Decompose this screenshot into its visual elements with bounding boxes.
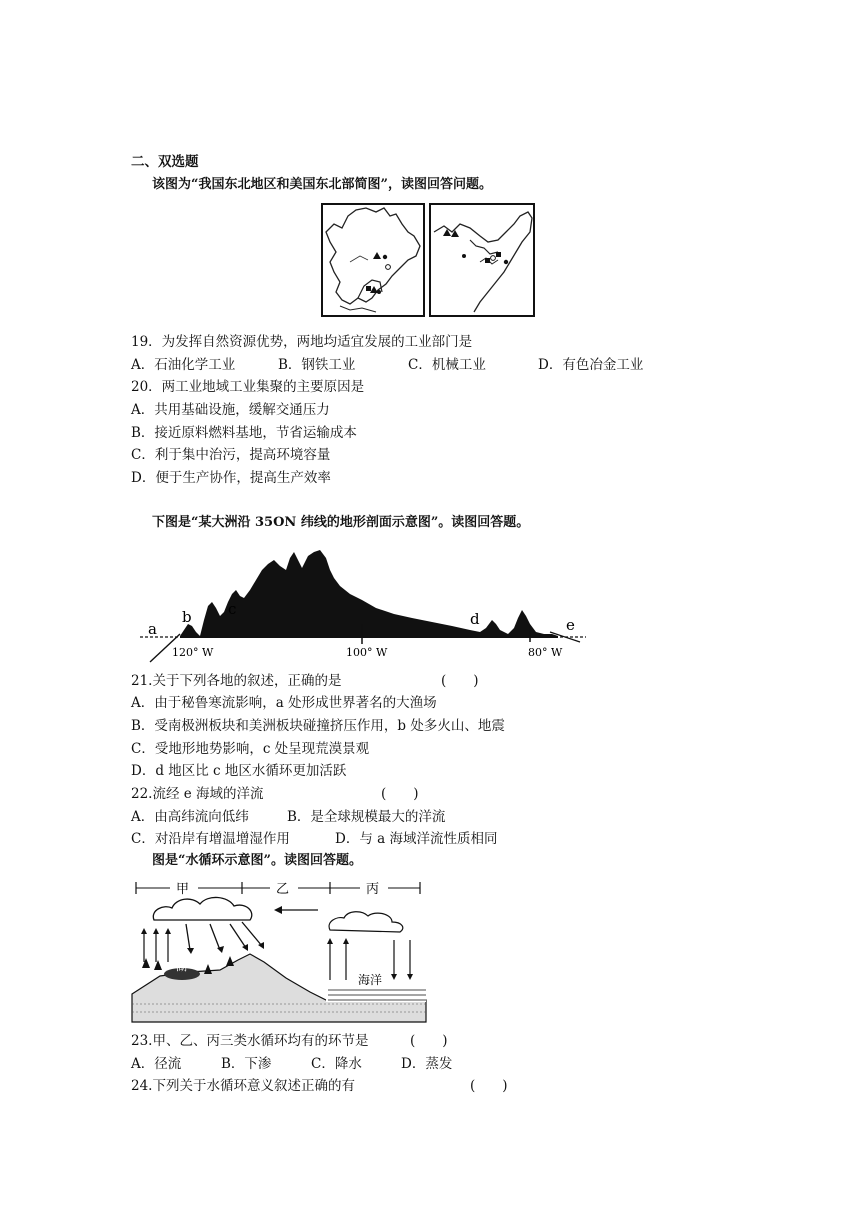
city-marker [377, 290, 381, 294]
question-22-options-row2 [131, 830, 497, 848]
option-b[interactable]: B．是全球规模最大的洋流 [287, 809, 446, 825]
intro-text-profile: 下图是“某大洲沿 35ON 纬线的地形剖面示意图”。读图回答题。 [152, 515, 530, 530]
city-marker [462, 254, 466, 258]
water-cycle-figure [130, 876, 430, 1024]
intro-text-map: 该图为“我国东北地区和美国东北部简图”，读图回答问题。 [152, 177, 492, 192]
city-marker [386, 265, 391, 270]
option-d[interactable]: D．便于生产协作，提高生产效率 [131, 470, 331, 486]
axis-label-80w: 80° W [528, 646, 563, 659]
option-b[interactable]: B．钢铁工业 [278, 357, 356, 373]
point-label-c: c [228, 600, 237, 618]
zone-label-jia: 甲 [176, 882, 190, 897]
question-22-options-row1 [131, 808, 445, 826]
lake-label: 湖 [176, 960, 187, 973]
oil-field-marker [370, 286, 378, 293]
intro-text-water-cycle: 图是“水循环示意图”。读图回答题。 [152, 853, 362, 868]
axis-label-120w: 120° W [172, 646, 214, 659]
option-c[interactable]: C．受地形地势影响，c 处呈现荒漠景观 [131, 741, 370, 757]
option-a[interactable]: A．共用基础设施，缓解交通压力 [131, 402, 330, 418]
option-c[interactable]: C．利于集中治污，提高环境容量 [131, 447, 331, 463]
zone-label-yi: 乙 [276, 882, 290, 897]
coal-field-marker [366, 286, 371, 291]
option-d[interactable]: D．d 地区比 c 地区水循环更加活跃 [131, 763, 347, 779]
china-northeast-map [322, 204, 424, 316]
option-c[interactable]: C．对沿岸有增温增湿作用 [131, 831, 290, 847]
oil-field-marker [373, 252, 381, 259]
option-d[interactable]: D．蒸发 [401, 1056, 453, 1072]
ocean-label: 海洋 [358, 973, 383, 987]
option-c[interactable]: C．降水 [311, 1056, 362, 1072]
map-figure [320, 202, 538, 318]
question-22-stem: 22.流经 e 海域的洋流 [131, 786, 264, 802]
coal-field-marker [496, 252, 501, 257]
usa-northeast-map [430, 204, 534, 316]
terrain-profile [180, 550, 558, 638]
question-24-stem: 24.下列关于水循环意义叙述正确的有 [131, 1078, 355, 1094]
option-a[interactable]: A．石油化学工业 [131, 357, 236, 373]
question-23-stem: 23.甲、乙、丙三类水循环均有的环节是 [131, 1033, 369, 1049]
section-title: 二、双选题 [131, 154, 199, 170]
coal-field-marker [485, 258, 490, 263]
option-b[interactable]: B．下渗 [221, 1056, 272, 1072]
question-19-stem: 19．为发挥自然资源优势，两地均适宜发展的工业部门是 [131, 334, 473, 350]
axis-label-100w: 100° W [346, 646, 388, 659]
answer-paren: ( ) [470, 1078, 508, 1094]
question-20-stem: 20．两工业地域工业集聚的主要原因是 [131, 379, 365, 395]
option-a[interactable]: A．径流 [131, 1056, 182, 1072]
option-c[interactable]: C．机械工业 [408, 357, 486, 373]
question-23-options [131, 1055, 452, 1073]
option-b[interactable]: B．接近原料燃料基地，节省运输成本 [131, 425, 357, 441]
answer-paren: ( ) [441, 673, 479, 689]
option-b[interactable]: B．受南极洲板块和美洲板块碰撞挤压作用，b 处多火山、地震 [131, 718, 505, 734]
point-label-d: d [470, 610, 480, 628]
city-marker [491, 256, 496, 261]
option-d[interactable]: D．有色冶金工业 [538, 357, 644, 373]
point-label-b: b [182, 608, 192, 626]
option-a[interactable]: A．由高纬流向低纬 [131, 809, 249, 825]
zone-label-bing: 丙 [366, 882, 380, 897]
city-marker [383, 255, 387, 259]
point-label-e: e [566, 616, 575, 634]
city-marker [504, 260, 508, 264]
point-label-a: a [148, 620, 157, 638]
terrain-profile-figure [140, 546, 586, 664]
option-d[interactable]: D．与 a 海域洋流性质相同 [335, 831, 498, 847]
question-19-options [131, 356, 643, 374]
answer-paren: ( ) [410, 1033, 448, 1049]
cloud-icon [329, 912, 403, 932]
cloud-icon [153, 897, 251, 920]
option-a[interactable]: A．由于秘鲁寒流影响，a 处形成世界著名的大渔场 [131, 695, 437, 711]
answer-paren: ( ) [381, 786, 419, 802]
question-21-stem: 21.关于下列各地的叙述，正确的是 [131, 673, 342, 689]
